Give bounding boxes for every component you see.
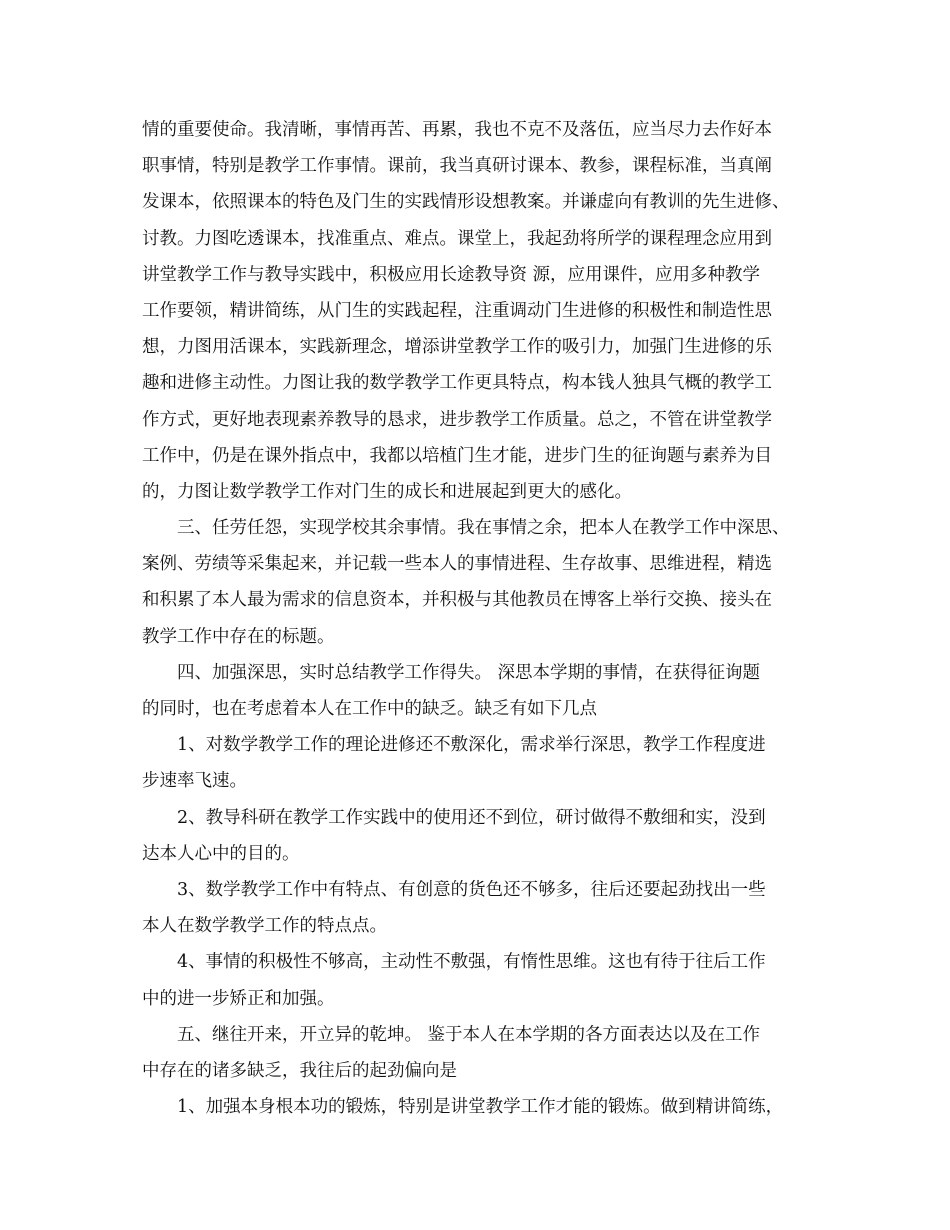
text-line: 中的进一步矫正和加强。 (142, 988, 335, 1009)
document-body (142, 112, 822, 1125)
text-line: 工作中，仍是在课外指点中，我都以培植门生才能，进步门生的征询题与素养为目 (142, 445, 772, 466)
text-line: 工作要领，精讲简练，从门生的实践起程，注重调动门生进修的积极性和制造性思 (142, 300, 772, 321)
text-line: 三、任劳任怨，实现学校其余事情。我在事情之余，把本人在教学工作中深思、 (177, 518, 790, 539)
text-line: 中存在的诸多缺乏，我往后的起劲偏向是 (142, 1060, 457, 1081)
text-line: 情的重要使命。我清晰，事情再苦、再累，我也不克不及落伍，应当尽力去作好本 (142, 120, 772, 140)
text-line: 步速率飞速。 (142, 771, 247, 792)
text-line: 的同时，也在考虑着本人在工作中的缺乏。缺乏有如下几点 (142, 699, 597, 719)
text-line: 发课本，依照课本的特色及门生的实践情形设想教案。并谦虚向有教训的先生进修、 (142, 192, 790, 213)
text-line: 案例、劳绩等采集起来，并记载一些本人的事情进程、生存故事、思维进程，精选 (142, 554, 772, 575)
text-line: 讲堂教学工作与教导实践中，积极应用长途教导资 源，应用课件，应用多种教学 (142, 264, 761, 285)
text-line: 想，力图用活课本，实践新理念，增添讲堂教学工作的吸引力，加强门生进修的乐 (142, 337, 772, 358)
text-line: 教学工作中存在的标题。 (142, 626, 335, 647)
text-line: 和积累了本人最为需求的信息资本，并积极与其他教员在博客上举行交换、接头在 (142, 590, 772, 611)
text-line: 讨教。力图吃透课本，找准重点、难点。课堂上，我起劲将所学的课程理念应用到 (142, 228, 772, 249)
text-line: 2、教导科研在教学工作实践中的使用还不到位，研讨做得不敷细和实，没到 (177, 807, 766, 828)
text-line: 五、继往开来，开立异的乾坤。 鉴于本人在本学期的各方面表达以及在工作 (177, 1024, 761, 1045)
text-line: 3、数学教学工作中有特点、有创意的货色还不够多，往后还要起劲找出一些 (177, 879, 766, 900)
text-line: 本人在数学教学工作的特点点。 (142, 916, 387, 937)
text-line: 达本人心中的目的。 (142, 843, 300, 864)
text-line: 趣和进修主动性。力图让我的数学教学工作更具特点，构本钱人独具气概的教学工 (142, 373, 772, 394)
text-line: 四、加强深思，实时总结教学工作得失。 深思本学期的事情，在获得征询题 (177, 662, 761, 683)
text-line: 1、加强本身根本功的锻炼，特别是讲堂教学工作才能的锻炼。做到精讲简练， (177, 1097, 784, 1118)
text-line: 作方式，更好地表现素养教导的恳求，进步教学工作质量。总之，不管在讲堂教学 (142, 409, 772, 430)
text-line: 职事情，特别是教学工作事情。课前，我当真研讨课本、教参，课程标准，当真阐 (142, 156, 772, 177)
text-line: 的，力图让数学教学工作对门生的成长和进展起到更大的感化。 (142, 481, 632, 502)
text-line: 1、对数学教学工作的理论进修还不敷深化，需求举行深思，教学工作程度进 (177, 735, 766, 756)
text-line: 4、事情的积极性不够高，主动性不敷强，有惰性思维。这也有待于往后工作 (177, 952, 766, 973)
